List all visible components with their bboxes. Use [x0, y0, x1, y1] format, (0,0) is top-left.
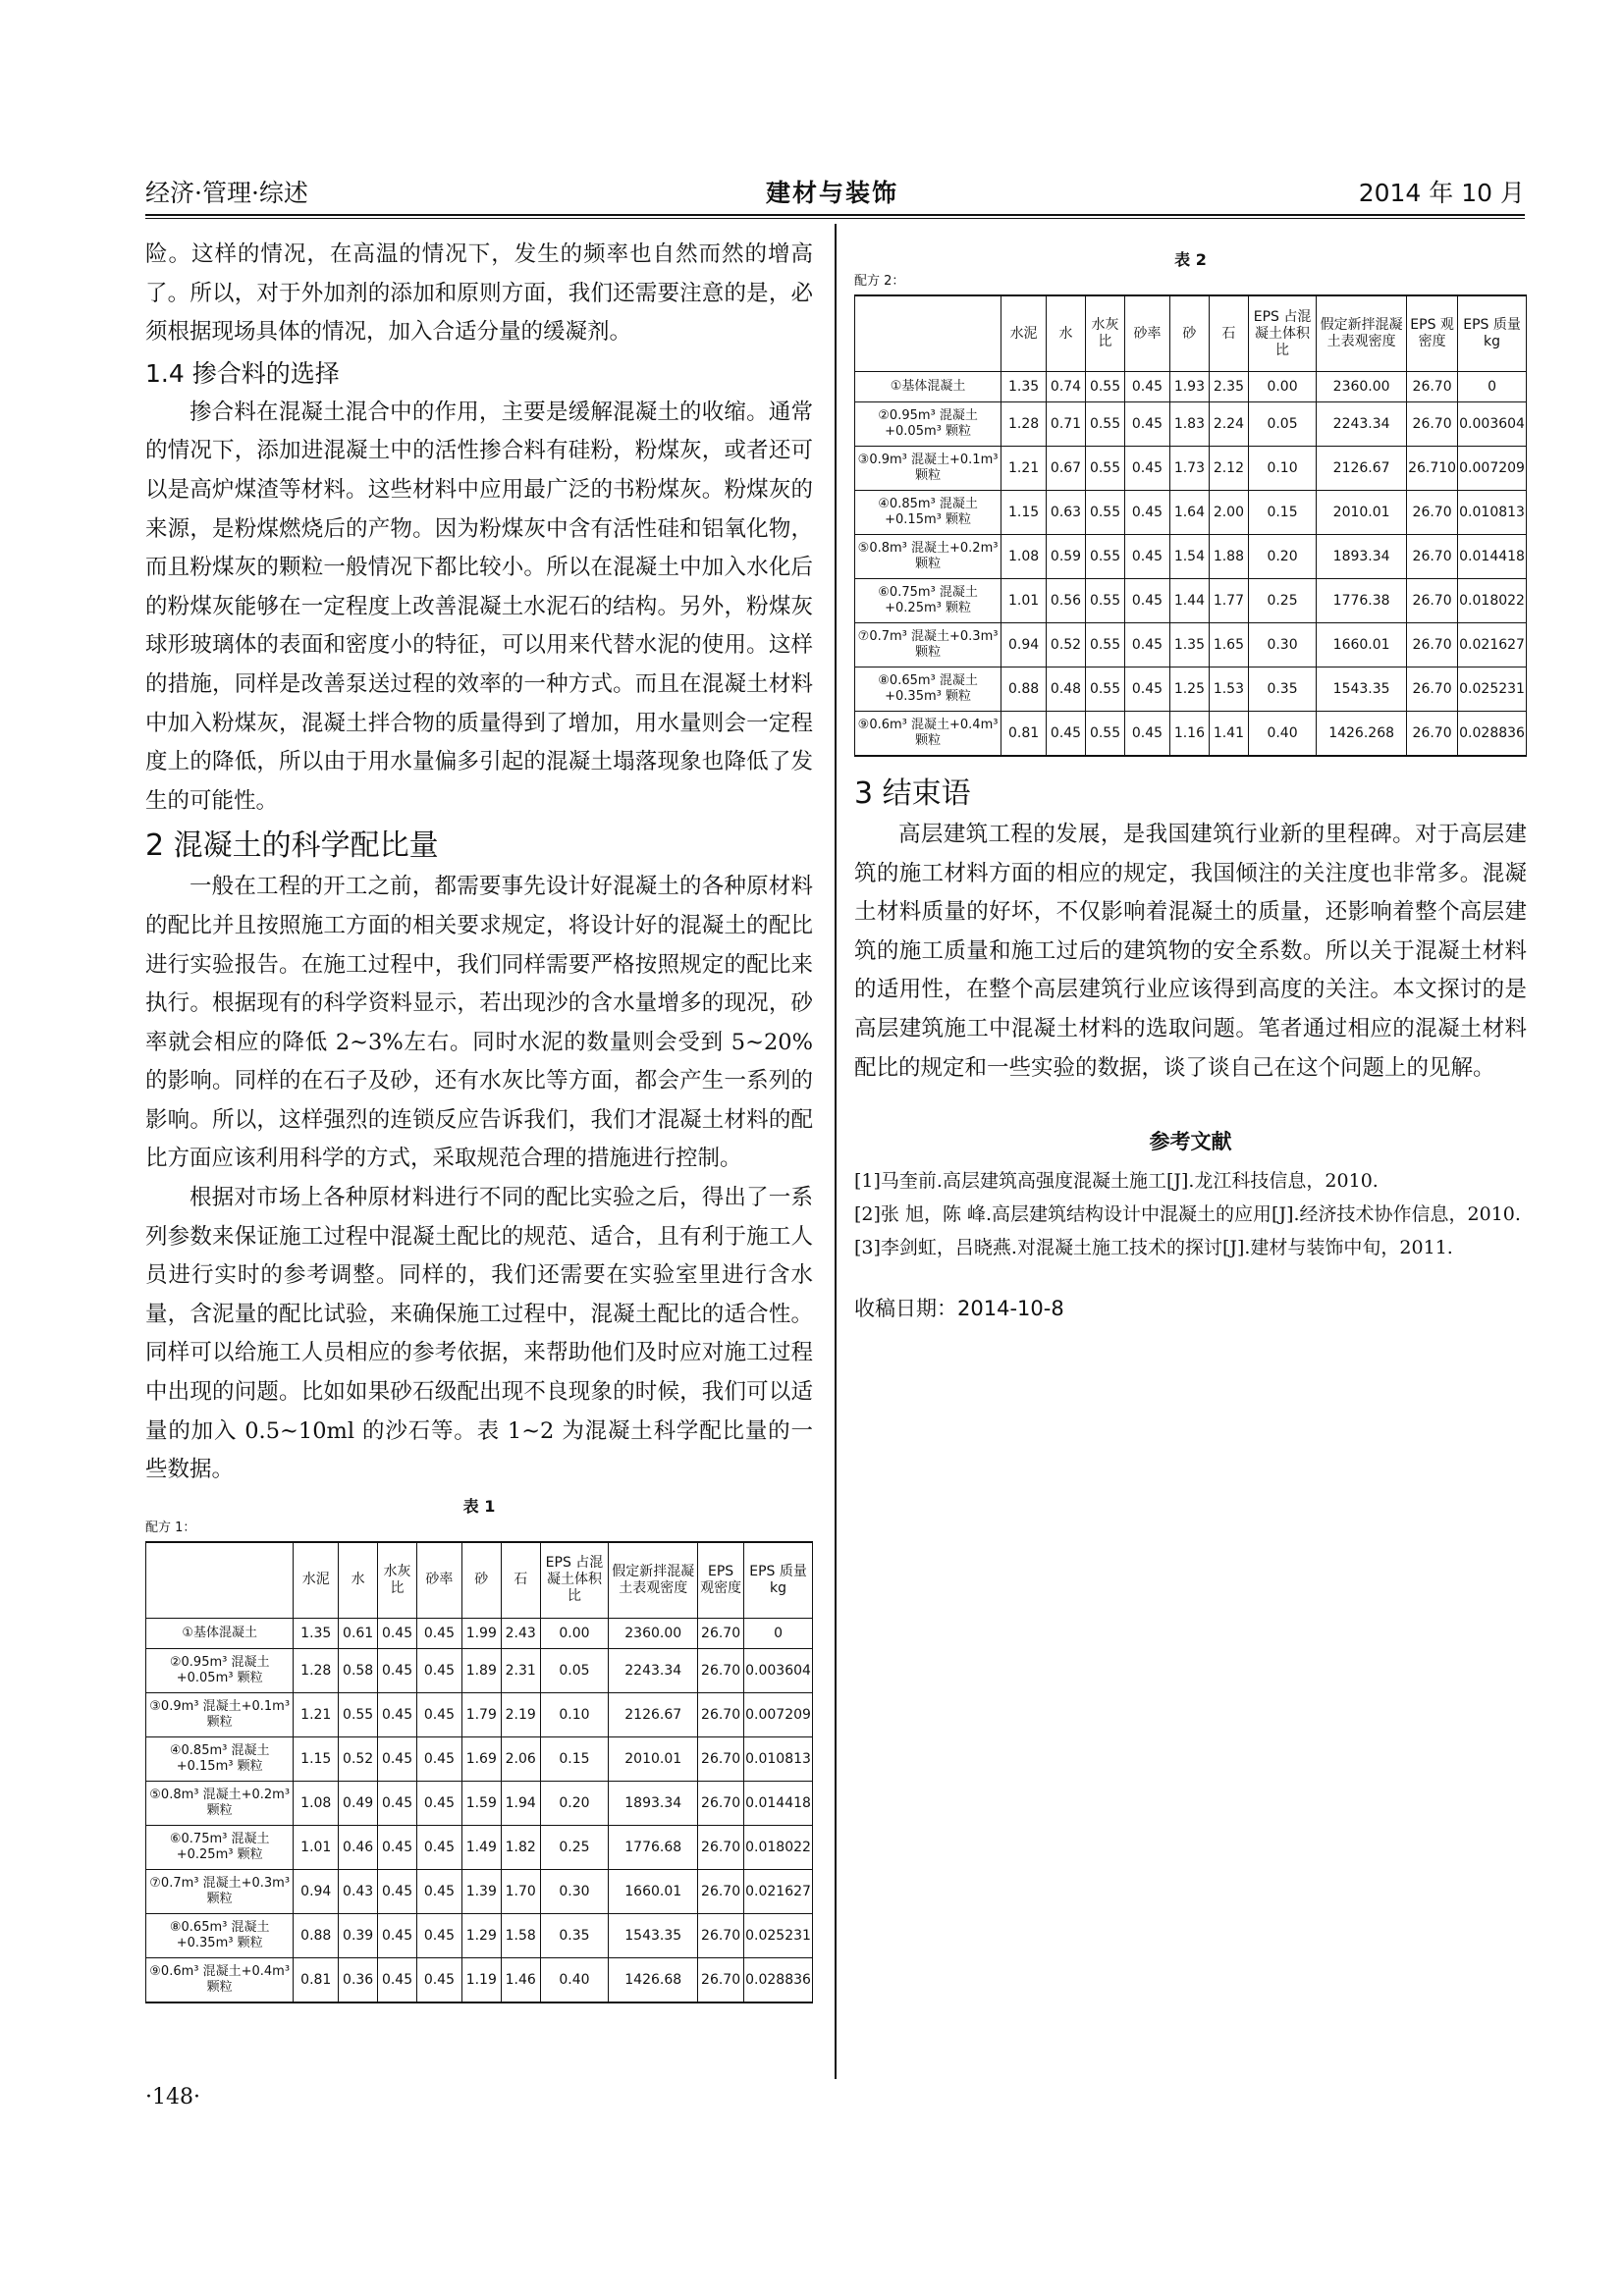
table-cell: 26.70	[698, 1957, 744, 2002]
table-cell: 1.58	[501, 1913, 540, 1957]
table-cell: 1.93	[1169, 372, 1209, 402]
table-cell: 0.45	[378, 1648, 417, 1692]
table-cell: 0.94	[294, 1869, 339, 1913]
table-cell: 0.81	[294, 1957, 339, 2002]
table-cell: 0.025231	[1458, 667, 1527, 712]
table-1	[145, 1541, 813, 2003]
table-cell: 0.45	[417, 1618, 462, 1648]
row-label-cell: ⑥0.75m³ 混凝土+0.25m³ 颗粒	[146, 1825, 294, 1869]
column-header: 水	[339, 1542, 378, 1619]
table-cell: 0.45	[378, 1825, 417, 1869]
table-cell: 0.018022	[744, 1825, 813, 1869]
table-cell: 0.71	[1047, 402, 1086, 447]
table-row	[855, 372, 1527, 402]
table-cell: 0.88	[294, 1913, 339, 1957]
table-cell: 0.52	[1047, 623, 1086, 667]
table-cell: 2243.34	[1317, 402, 1407, 447]
table-2	[854, 294, 1527, 757]
table-cell: 26.70	[1407, 402, 1458, 447]
table-cell: 1543.35	[1317, 667, 1407, 712]
table-cell: 0.40	[540, 1957, 609, 2002]
table-cell: 1.41	[1209, 712, 1248, 757]
table-row	[146, 1736, 813, 1781]
table-cell: 0.028836	[1458, 712, 1527, 757]
table-cell: 0.018022	[1458, 579, 1527, 623]
table-cell: 2.24	[1209, 402, 1248, 447]
row-label-cell: ⑤0.8m³ 混凝土+0.2m³ 颗粒	[146, 1781, 294, 1825]
column-divider	[835, 224, 837, 2079]
table-header-row	[146, 1542, 813, 1619]
table-cell: 0.45	[378, 1781, 417, 1825]
references-title: 参考文献	[1149, 1130, 1232, 1154]
table-cell: 1.94	[501, 1781, 540, 1825]
table-cell: 1.88	[1209, 535, 1248, 579]
table-cell: 0.20	[540, 1781, 609, 1825]
table-cell: 1426.68	[609, 1957, 698, 2002]
table-cell: 0.45	[417, 1648, 462, 1692]
table-cell: 0.35	[540, 1913, 609, 1957]
table-cell: 0.45	[378, 1957, 417, 2002]
table-cell: 0.40	[1248, 712, 1316, 757]
table-cell: 26.70	[698, 1913, 744, 1957]
table-cell: 0.10	[540, 1692, 609, 1736]
table-cell: 2360.00	[1317, 372, 1407, 402]
table-cell: 1.35	[1169, 623, 1209, 667]
table-row	[855, 491, 1527, 535]
table-row	[146, 1618, 813, 1648]
table-cell: 26.70	[1407, 667, 1458, 712]
column-header: EPS 质量 kg	[1458, 295, 1527, 372]
table-1-note: 配方 1：	[145, 1520, 196, 1535]
column-header: 石	[1209, 295, 1248, 372]
table-cell: 26.70	[698, 1869, 744, 1913]
table-cell: 1.54	[1169, 535, 1209, 579]
table-cell: 0.61	[339, 1618, 378, 1648]
received-date: 收稿日期：2014-10-8	[854, 1297, 1064, 1321]
table-cell: 2.00	[1209, 491, 1248, 535]
table-cell: 0.05	[540, 1648, 609, 1692]
table-2-note: 配方 2：	[854, 274, 905, 289]
table-cell: 1.53	[1209, 667, 1248, 712]
table-cell: 0.45	[417, 1869, 462, 1913]
row-label-cell: ④0.85m³ 混凝土+0.15m³ 颗粒	[855, 491, 1001, 535]
column-header: EPS 观密度	[698, 1542, 744, 1619]
table-cell: 2243.34	[609, 1648, 698, 1692]
table-cell: 0.45	[378, 1618, 417, 1648]
table-cell: 0.20	[1248, 535, 1316, 579]
table-cell: 1.83	[1169, 402, 1209, 447]
row-label-cell: ⑦0.7m³ 混凝土+0.3m³ 颗粒	[855, 623, 1001, 667]
column-header	[146, 1542, 294, 1619]
table-cell: 1.49	[461, 1825, 501, 1869]
column-header: 假定新拌混凝土表观密度	[1317, 295, 1407, 372]
table-cell: 0.05	[1248, 402, 1316, 447]
table-cell: 0.43	[339, 1869, 378, 1913]
table-cell: 0.55	[339, 1692, 378, 1736]
table-cell: 0.45	[417, 1781, 462, 1825]
table-cell: 0.55	[1086, 402, 1125, 447]
header-rule	[145, 214, 1525, 216]
row-label-cell: ①基体混凝土	[855, 372, 1001, 402]
table-cell: 26.70	[698, 1736, 744, 1781]
table-cell: 0.007209	[744, 1692, 813, 1736]
table-cell: 0.25	[540, 1825, 609, 1869]
row-label-cell: ③0.9m³ 混凝土+0.1m³ 颗粒	[146, 1692, 294, 1736]
table-cell: 1.08	[1001, 535, 1047, 579]
table-cell: 1.01	[1001, 579, 1047, 623]
column-header: 水	[1047, 295, 1086, 372]
table-cell: 0.67	[1047, 447, 1086, 491]
table-cell: 0.88	[1001, 667, 1047, 712]
table-cell: 0.55	[1086, 535, 1125, 579]
row-label-cell: ②0.95m³ 混凝土+0.05m³ 颗粒	[146, 1648, 294, 1692]
table-cell: 0.45	[378, 1692, 417, 1736]
table-2-caption: 表 2	[1174, 250, 1207, 269]
table-cell: 26.70	[1407, 372, 1458, 402]
table-cell: 0.45	[378, 1913, 417, 1957]
column-header: 石	[501, 1542, 540, 1619]
reference-item: [1]马奎前.高层建筑高强度混凝土施工[J].龙江科技信息，2010.	[854, 1170, 1379, 1193]
table-cell: 1.15	[1001, 491, 1047, 535]
table-cell: 1.15	[294, 1736, 339, 1781]
table-row	[146, 1692, 813, 1736]
section-heading-2: 2 混凝土的科学配比量	[145, 828, 439, 864]
table-cell: 1.64	[1169, 491, 1209, 535]
table-cell: 0.45	[1125, 491, 1170, 535]
reference-item: [2]张 旭，陈 峰.高层建筑结构设计中混凝土的应用[J].经济技术协作信息，2010.	[854, 1203, 1521, 1226]
table-cell: 0.30	[540, 1869, 609, 1913]
table-cell: 0.55	[1086, 712, 1125, 757]
column-header: EPS 占混凝土体积比	[1248, 295, 1316, 372]
table-cell: 26.70	[1407, 623, 1458, 667]
table-cell: 26.70	[1407, 491, 1458, 535]
table-cell: 2.31	[501, 1648, 540, 1692]
table-cell: 0.58	[339, 1648, 378, 1692]
table-cell: 1.82	[501, 1825, 540, 1869]
table-cell: 0.48	[1047, 667, 1086, 712]
table-cell: 1.79	[461, 1692, 501, 1736]
table-row	[855, 579, 1527, 623]
table-cell: 26.70	[1407, 712, 1458, 757]
row-label-cell: ⑦0.7m³ 混凝土+0.3m³ 颗粒	[146, 1869, 294, 1913]
table-cell: 2010.01	[1317, 491, 1407, 535]
table-cell: 1.59	[461, 1781, 501, 1825]
paragraph: 险。这样的情况，在高温的情况下，发生的频率也自然而然的增高了。所以，对于外加剂的添加和原则方面，我们还需要注意的是，必须根据现场具体的情况，加入合适分量的缓凝剂。	[145, 241, 813, 346]
table-cell: 0.007209	[1458, 447, 1527, 491]
table-cell: 2.19	[501, 1692, 540, 1736]
paragraph: 掺合料在混凝土混合中的作用，主要是缓解混凝土的收缩。通常的情况下，添加进混凝土中的活性掺合料有硅粉，粉煤灰，或者还可以是高炉煤渣等材料。这些材料中应用最广泛的书粉煤灰。粉煤灰的来源，是粉煤燃烧后的产物。因为粉煤灰中含有活性硅和铝氧化物，而且粉煤灰的颗粒一般情况下都比较小。所以在混凝土中加入水化后的粉煤灰能够在一定程度上改善混凝土水泥石的结构。另外，粉煤灰球形玻璃体的表面和密度小的特征，可以用来代替水泥的使用。这样的措施，同样是改善泵送过程的效率的一种方式。而且在混凝土材料中加入粉煤灰，混凝土拌合物的质量得到了增加，用水量则会一定程度上的降低，所以由于用水量偏多引起的混凝土塌落现象也降低了发生的可能性。	[145, 399, 813, 814]
table-cell: 0.55	[1086, 491, 1125, 535]
table-cell: 0.45	[1047, 712, 1086, 757]
table-cell: 1.28	[294, 1648, 339, 1692]
table-cell: 0.55	[1086, 623, 1125, 667]
table-cell: 0.00	[540, 1618, 609, 1648]
table-cell: 1660.01	[609, 1869, 698, 1913]
table-cell: 0.45	[1125, 402, 1170, 447]
table-cell: 1.89	[461, 1648, 501, 1692]
table-cell: 0.021627	[744, 1869, 813, 1913]
table-cell: 0.63	[1047, 491, 1086, 535]
row-label-cell: ②0.95m³ 混凝土+0.05m³ 颗粒	[855, 402, 1001, 447]
table-cell: 1.25	[1169, 667, 1209, 712]
table-cell: 0.025231	[744, 1913, 813, 1957]
column-header: EPS 观密度	[1407, 295, 1458, 372]
table-cell: 0.45	[417, 1913, 462, 1957]
table-cell: 0	[744, 1618, 813, 1648]
table-cell: 1.44	[1169, 579, 1209, 623]
table-cell: 1.39	[461, 1869, 501, 1913]
table-cell: 0.014418	[744, 1781, 813, 1825]
table-cell: 2.43	[501, 1618, 540, 1648]
table-cell: 0.00	[1248, 372, 1316, 402]
table-cell: 1.35	[1001, 372, 1047, 402]
table-cell: 1.77	[1209, 579, 1248, 623]
column-header: 砂	[1169, 295, 1209, 372]
table-cell: 0.46	[339, 1825, 378, 1869]
table-cell: 1.08	[294, 1781, 339, 1825]
table-cell: 0.15	[1248, 491, 1316, 535]
table-header-row	[855, 295, 1527, 372]
table-cell: 0.56	[1047, 579, 1086, 623]
paragraph: 一般在工程的开工之前，都需要事先设计好混凝土的各种原材料的配比并且按照施工方面的相关要求规定，将设计好的混凝土的配比进行实验报告。在施工过程中，我们同样需要严格按照规定的配比来执行。根据现有的科学资料显示，若出现沙的含水量增多的现况，砂率就会相应的降低 2~3%左右。同时水泥的数量则会受到 5~20%的影响。同样的在石子及砂，还有水灰比等方面，都会产生一系列的影响。所以，这样强烈的连锁反应告诉我们，我们才混凝土材料的配比方面应该利用科学的方式，采取规范合理的措施进行控制。	[145, 874, 813, 1172]
table-cell: 1.01	[294, 1825, 339, 1869]
table-1-caption: 表 1	[462, 1496, 496, 1516]
table-cell: 0.45	[417, 1957, 462, 2002]
table-cell: 1776.38	[1317, 579, 1407, 623]
column-header: 假定新拌混凝土表观密度	[609, 1542, 698, 1619]
table-cell: 0.45	[417, 1736, 462, 1781]
table-cell: 1.65	[1209, 623, 1248, 667]
table-cell: 2126.67	[1317, 447, 1407, 491]
table-cell: 0.55	[1086, 447, 1125, 491]
table-cell: 0.94	[1001, 623, 1047, 667]
table-cell: 1776.68	[609, 1825, 698, 1869]
table-cell: 1.35	[294, 1618, 339, 1648]
table-cell: 0.30	[1248, 623, 1316, 667]
table-cell: 0.55	[1086, 372, 1125, 402]
row-label-cell: ⑧0.65m³ 混凝土+0.35m³ 颗粒	[855, 667, 1001, 712]
left-column	[145, 236, 813, 2003]
row-label-cell: ①基体混凝土	[146, 1618, 294, 1648]
table-cell: 26.70	[698, 1825, 744, 1869]
row-label-cell: ⑥0.75m³ 混凝土+0.25m³ 颗粒	[855, 579, 1001, 623]
table-cell: 0.52	[339, 1736, 378, 1781]
table-cell: 0.003604	[1458, 402, 1527, 447]
table-cell: 0.74	[1047, 372, 1086, 402]
reference-item: [3]李剑虹，吕晓燕.对混凝土施工技术的探讨[J].建材与装饰中旬，2011.	[854, 1237, 1453, 1259]
table-cell: 0.81	[1001, 712, 1047, 757]
row-label-cell: ④0.85m³ 混凝土+0.15m³ 颗粒	[146, 1736, 294, 1781]
table-cell: 2.06	[501, 1736, 540, 1781]
column-header: EPS 占混凝土体积比	[540, 1542, 609, 1619]
column-header: 砂率	[417, 1542, 462, 1619]
paragraph: 根据对市场上各种原材料进行不同的配比实验之后，得出了一系列参数来保证施工过程中混凝土配比的规范、适合，且有利于施工人员进行实时的参考调整。同样的，我们还需要在实验室里进行含水量，含泥量的配比试验，来确保施工过程中，混凝土配比的适合性。同样可以给施工人员相应的参考依据，来帮助他们及时应对施工过程中出现的问题。比如如果砂石级配出现不良现象的时候，我们可以适量的加入 0.5~10ml 的沙石等。表 1~2 为混凝土科学配比量的一些数据。	[145, 1185, 813, 1483]
table-cell: 1543.35	[609, 1913, 698, 1957]
table-cell: 0.59	[1047, 535, 1086, 579]
table-cell: 0.003604	[744, 1648, 813, 1692]
table-cell: 1.28	[1001, 402, 1047, 447]
journal-name: 建材与装饰	[766, 179, 899, 207]
table-cell: 0.45	[1125, 623, 1170, 667]
section-heading-3: 3 结束语	[854, 776, 971, 811]
table-row	[855, 712, 1527, 757]
table-row	[855, 623, 1527, 667]
table-cell: 0.021627	[1458, 623, 1527, 667]
table-cell: 26.70	[698, 1781, 744, 1825]
table-cell: 1.73	[1169, 447, 1209, 491]
table-cell: 0.010813	[1458, 491, 1527, 535]
table-cell: 26.70	[1407, 535, 1458, 579]
column-header: 水灰比	[1086, 295, 1125, 372]
table-cell: 1.21	[294, 1692, 339, 1736]
table-cell: 0.45	[1125, 535, 1170, 579]
table-cell: 1893.34	[1317, 535, 1407, 579]
table-cell: 0.45	[1125, 667, 1170, 712]
table-cell: 0.10	[1248, 447, 1316, 491]
column-header: 水泥	[1001, 295, 1047, 372]
table-row	[146, 1957, 813, 2002]
table-row	[146, 1913, 813, 1957]
table-cell: 2.35	[1209, 372, 1248, 402]
column-header: 砂率	[1125, 295, 1170, 372]
table-cell: 0.45	[417, 1692, 462, 1736]
table-cell: 1.16	[1169, 712, 1209, 757]
column-header: 水泥	[294, 1542, 339, 1619]
table-cell: 0.25	[1248, 579, 1316, 623]
running-header-section: 经济·管理·综述	[145, 179, 308, 207]
table-cell: 2126.67	[609, 1692, 698, 1736]
table-cell: 2.12	[1209, 447, 1248, 491]
table-cell: 0.15	[540, 1736, 609, 1781]
table-cell: 0.35	[1248, 667, 1316, 712]
table-cell: 1.29	[461, 1913, 501, 1957]
table-cell: 0.55	[1086, 667, 1125, 712]
table-cell: 1.19	[461, 1957, 501, 2002]
table-row	[146, 1825, 813, 1869]
table-cell: 1.70	[501, 1869, 540, 1913]
table-cell: 26.70	[698, 1692, 744, 1736]
table-cell: 0.45	[378, 1736, 417, 1781]
table-cell: 1426.268	[1317, 712, 1407, 757]
table-cell: 26.70	[1407, 579, 1458, 623]
row-label-cell: ⑨0.6m³ 混凝土+0.4m³ 颗粒	[146, 1957, 294, 2002]
row-label-cell: ⑧0.65m³ 混凝土+0.35m³ 颗粒	[146, 1913, 294, 1957]
table-row	[855, 667, 1527, 712]
table-row	[855, 447, 1527, 491]
table-cell: 0.014418	[1458, 535, 1527, 579]
section-heading-1-4: 1.4 掺合料的选择	[145, 358, 340, 388]
table-cell: 0.45	[1125, 712, 1170, 757]
table-cell: 1660.01	[1317, 623, 1407, 667]
table-cell: 26.70	[698, 1648, 744, 1692]
header-rule-thin	[145, 218, 1525, 219]
table-row	[855, 535, 1527, 579]
table-row	[146, 1869, 813, 1913]
table-cell: 1.69	[461, 1736, 501, 1781]
paragraph: 高层建筑工程的发展，是我国建筑行业新的里程碑。对于高层建筑的施工材料方面的相应的规定，我国倾注的关注度也非常多。混凝土材料质量的好坏，不仅影响着混凝土的质量，还影响着整个高层建筑的施工质量和施工过后的建筑物的安全系数。所以关于混凝土材料的适用性，在整个高层建筑行业应该得到高度的关注。本文探讨的是高层建筑施工中混凝土材料的选取问题。笔者通过相应的混凝土材料配比的规定和一些实验的数据，谈了谈自己在这个问题上的见解。	[854, 822, 1527, 1081]
table-cell: 0.45	[1125, 579, 1170, 623]
column-header: EPS 质量 kg	[744, 1542, 813, 1619]
column-header: 水灰比	[378, 1542, 417, 1619]
table-cell: 0.010813	[744, 1736, 813, 1781]
table-cell: 0.39	[339, 1913, 378, 1957]
table-cell: 0.36	[339, 1957, 378, 2002]
table-cell: 0.45	[1125, 447, 1170, 491]
table-cell: 0.028836	[744, 1957, 813, 2002]
table-cell: 1.21	[1001, 447, 1047, 491]
row-label-cell: ⑨0.6m³ 混凝土+0.4m³ 颗粒	[855, 712, 1001, 757]
table-cell: 1.99	[461, 1618, 501, 1648]
column-header	[855, 295, 1001, 372]
table-cell: 0.45	[417, 1825, 462, 1869]
table-cell: 26.710	[1407, 447, 1458, 491]
table-cell: 1.46	[501, 1957, 540, 2002]
table-row	[855, 402, 1527, 447]
table-cell: 1893.34	[609, 1781, 698, 1825]
row-label-cell: ③0.9m³ 混凝土+0.1m³ 颗粒	[855, 447, 1001, 491]
table-cell: 0.55	[1086, 579, 1125, 623]
right-column	[854, 236, 1527, 1323]
page-number: ·148·	[145, 2085, 200, 2109]
table-cell: 0.45	[378, 1869, 417, 1913]
table-cell: 2010.01	[609, 1736, 698, 1781]
table-cell: 0.49	[339, 1781, 378, 1825]
issue-date: 2014 年 10 月	[1358, 179, 1525, 207]
table-cell: 2360.00	[609, 1618, 698, 1648]
table-cell: 0.45	[1125, 372, 1170, 402]
table-row	[146, 1648, 813, 1692]
row-label-cell: ⑤0.8m³ 混凝土+0.2m³ 颗粒	[855, 535, 1001, 579]
column-header: 砂	[461, 1542, 501, 1619]
table-cell: 26.70	[698, 1618, 744, 1648]
table-cell: 0	[1458, 372, 1527, 402]
table-row	[146, 1781, 813, 1825]
